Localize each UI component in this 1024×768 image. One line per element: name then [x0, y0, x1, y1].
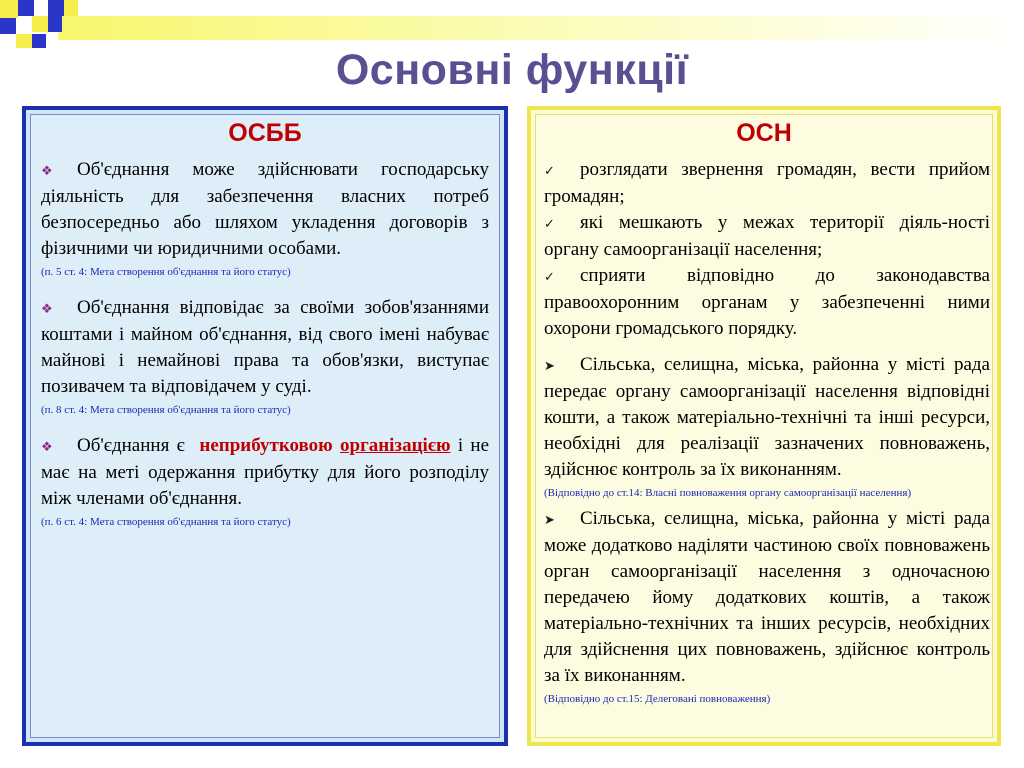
deco-square	[18, 0, 34, 16]
osbb-list	[41, 157, 489, 545]
list-item-text-start: Об'єднання є	[77, 435, 185, 456]
list-item	[544, 210, 990, 263]
reference-note: (п. 8 ст. 4: Мета створення об'єднання та його статус)	[41, 404, 291, 416]
list-item	[544, 352, 990, 483]
deco-square	[64, 0, 78, 16]
checkmark-icon: ✓	[544, 216, 555, 231]
list-item	[41, 433, 489, 512]
list-item-text: які мешкають у межах території діяль-ності органу самоорганізації населення;	[544, 212, 990, 260]
osn-panel	[527, 106, 1001, 746]
arrow-bullet-icon: ➤	[544, 512, 555, 527]
deco-square	[0, 0, 18, 18]
list-item-text: Сільська, селищна, міська, районна у місті рада може додатково наділяти частиною своїх повноважень орган самоорганізації населення з одночасною передачею йому додаткових коштів, а також матеріально-технічних та інших ресурсів, необхідних для здійснення цих повноважень, здійснює контроль за їх виконанням.	[544, 508, 990, 686]
list-item	[544, 157, 990, 210]
osbb-panel	[22, 106, 508, 746]
diamond-bullet-icon: ❖	[41, 439, 53, 454]
slide-title: Основні функції	[335, 46, 689, 94]
deco-square	[48, 16, 62, 32]
reference-note: (п. 6 ст. 4: Мета створення об'єднання та його статус)	[41, 516, 291, 528]
diamond-bullet-icon: ❖	[41, 163, 53, 178]
osn-panel-inner	[535, 114, 993, 738]
list-item-text: розглядати звернення громадян, вести прийом громадян;	[544, 159, 990, 207]
list-item	[544, 506, 990, 689]
diamond-bullet-icon: ❖	[41, 301, 53, 316]
reference-note: (Відповідно до ст.15: Делеговані повноваження)	[544, 693, 771, 705]
list-item-text: Об'єднання може здійснювати господарську діяльність для забезпечення власних потреб безпосередньо або шляхом укладення договорів з фізичними чи юридичними особами.	[41, 159, 489, 259]
list-item	[41, 295, 489, 400]
list-item-text: Сільська, селищна, міська, районна у місті рада передає органу самоорганізації населення відповідні кошти, а також матеріально-технічні та інші ресурси, необхідні для реалізації зазначених повноважень, здійснює контроль за їх виконанням.	[544, 354, 990, 480]
osn-heading: ОСН	[736, 119, 792, 147]
osbb-panel-inner	[30, 114, 500, 738]
list-item-text: Об'єднання відповідає за своїми зобов'язаннями коштами і майном об'єднання, від свого імені набуває майнові і немайнові права та обов'язки, виступає позивачем та відповідачем у суді.	[41, 297, 489, 397]
header-gradient-bar	[58, 16, 1024, 40]
list-item	[41, 157, 489, 262]
deco-square	[32, 16, 48, 32]
osn-list	[544, 157, 990, 712]
arrow-bullet-icon: ➤	[544, 358, 555, 373]
decorative-header-band	[0, 0, 1024, 50]
osbb-heading: ОСББ	[228, 119, 302, 147]
list-item-text: сприяти відповідно до законодавства правоохоронним органам у забезпеченні ними охорони громадського порядку.	[544, 265, 990, 339]
nonprofit-emphasis: неприбутковою	[199, 435, 333, 456]
deco-square	[0, 18, 16, 34]
list-item-text-end: і не має на меті одержання прибутку для його розподілу між членами об'єднання.	[41, 435, 490, 509]
checkmark-icon: ✓	[544, 163, 555, 178]
checkmark-icon: ✓	[544, 269, 555, 284]
reference-note: (п. 5 ст. 4: Мета створення об'єднання та його статус)	[41, 266, 291, 278]
deco-square	[48, 0, 64, 16]
organization-emphasis: організацією	[340, 435, 451, 456]
list-item	[544, 263, 990, 342]
reference-note: (Відповідно до ст.14: Власні повноваження органу самоорганізації населення)	[544, 487, 912, 499]
